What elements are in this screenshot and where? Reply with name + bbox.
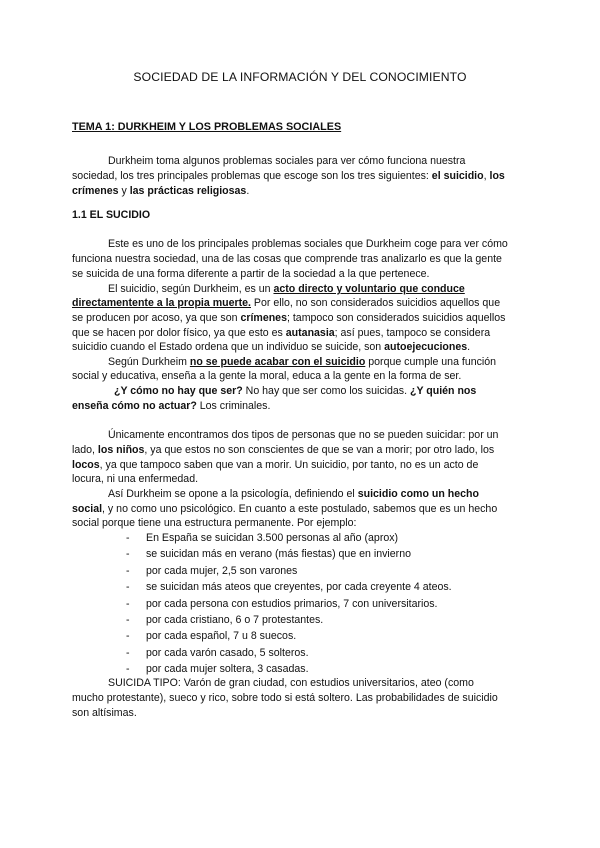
text-run: y	[118, 185, 130, 197]
list-item-text: se suicidan más ateos que creyentes, por cada creyente 4 ateos.	[146, 581, 452, 594]
p3-line-4	[72, 399, 270, 413]
emphasis-los: los	[489, 170, 505, 182]
p6-line-1: SUICIDA TIPO: Varón de gran ciudad, con estudios universitarios, ateo (como	[108, 677, 474, 689]
p5-line-3: social porque tiene una estructura permanente. Por ejemplo:	[72, 517, 357, 529]
topic-heading: TEMA 1: DURKHEIM Y LOS PROBLEMAS SOCIALES	[72, 121, 342, 133]
list-item-text: por cada español, 7 u 8 suecos.	[146, 630, 297, 643]
text-run: se producen por acoso, ya que son	[72, 312, 241, 324]
p2-line-1	[108, 282, 465, 296]
p5-line-1	[108, 487, 479, 501]
list-dash: -	[126, 548, 130, 561]
list-dash: -	[126, 646, 130, 659]
text-run: lado,	[72, 444, 98, 456]
p3-line-1	[108, 355, 496, 369]
text-run: .	[467, 341, 471, 353]
intro-line-3	[72, 184, 249, 198]
list-item-text: por cada persona con estudios primarios, 7 con universitarios.	[146, 597, 438, 610]
emphasis-religious-practices: las prácticas religiosas	[129, 185, 247, 197]
list-dash: -	[126, 597, 130, 610]
text-run: .	[246, 185, 250, 197]
text-run: que se hacen por dolor físico, ya que esto es	[72, 327, 286, 339]
question-2: ¿Y quién nos	[409, 385, 477, 397]
emphasis-locos: locos	[72, 459, 100, 471]
list-dash: -	[126, 663, 130, 676]
p4-line-2	[72, 443, 494, 457]
text-run: Por ello, no son considerados suicidios aquellos que	[250, 297, 501, 309]
list-dash: -	[126, 630, 130, 643]
document-title: SOCIEDAD DE LA INFORMACIÓN Y DEL CONOCIMIENTO	[133, 70, 467, 84]
emphasis-autanasia: autanasia	[285, 327, 335, 339]
emphasis-children: los niños	[97, 444, 145, 456]
p4-line-4: locura, ni una enfermedad.	[72, 473, 199, 485]
emphasis-autoejecuciones: autoejecuciones	[384, 341, 468, 353]
text-run: ; tampoco son considerados suicidios aquellos	[286, 312, 506, 324]
p2-line-3	[72, 311, 505, 325]
p1-line-3: se suicida de una forma diferente a partir de la sociedad a la que pertenece.	[72, 268, 430, 280]
p4-line-3	[72, 458, 478, 472]
text-run: Los criminales.	[196, 400, 271, 412]
p3-line-2: social y educativa, enseña a la gente la moral, educa a la gente en la forma de ser.	[72, 370, 462, 382]
p1-line-1: Este es uno de los principales problemas sociales que Durkheim coge para ver cómo	[108, 238, 508, 250]
intro-line-2	[72, 169, 505, 183]
text-run: ; así pues, tampoco se considera	[334, 327, 491, 339]
text-run: , ya que estos no son conscientes de que se van a morir; por otro lado, los	[144, 444, 495, 456]
p2-line-4	[72, 326, 490, 340]
p3-line-3	[114, 384, 476, 398]
list-dash: -	[126, 581, 130, 594]
emphasis-social: social	[72, 503, 103, 515]
p6-line-3: son altísimas.	[72, 707, 137, 719]
emphasis-social-fact: suicidio como un hecho	[357, 488, 479, 500]
definition-underlined-cont: directamentente a la propia muerte.	[72, 297, 251, 309]
text-run: El suicidio, según Durkheim, es un	[108, 283, 274, 295]
list-dash: -	[126, 564, 130, 577]
definition-underlined: acto directo y voluntario que conduce	[273, 283, 465, 295]
text-run: ,	[483, 170, 490, 182]
text-run: sociedad, los tres principales problemas que escoge son los tres siguientes:	[72, 170, 432, 182]
question-1: ¿Y cómo no hay que ser?	[114, 385, 243, 397]
list-item-text: por cada mujer soltera, 3 casadas.	[146, 663, 309, 676]
emphasis-suicide: el suicidio	[431, 170, 484, 182]
text-run: Así Durkheim se opone a la psicología, definiendo el	[108, 488, 358, 500]
p2-line-2	[72, 296, 500, 310]
p5-line-2	[72, 502, 497, 516]
text-run: porque cumple una función	[365, 356, 497, 368]
question-2-cont: enseña cómo no actuar?	[72, 400, 197, 412]
p6-line-2: mucho protestante), sueco y rico, sobre todo si está soltero. Las probabilidades de suicidio	[72, 692, 498, 704]
intro-line-1: Durkheim toma algunos problemas sociales para ver cómo funciona nuestra	[108, 155, 466, 167]
list-item-text: por cada varón casado, 5 solteros.	[146, 646, 309, 659]
list-item-text: se suicidan más en verano (más fiestas) que en invierno	[146, 548, 411, 561]
p1-line-2: funciona nuestra sociedad, una de las cosas que comprende tras analizarlo es que la gente	[72, 253, 502, 265]
p2-line-5	[72, 340, 470, 354]
emphasis-crimes: crímenes	[72, 185, 119, 197]
emphasis-underlined: no se puede acabar con el suicidio	[189, 356, 366, 368]
text-run: , ya que tampoco saben que van a morir. Un suicidio, por tanto, no es un acto de	[99, 459, 479, 471]
text-run: , y no como uno psicológico. En cuanto a este postulado, sabemos que es un hecho	[102, 503, 498, 515]
section-heading: 1.1 EL SUCIDIO	[72, 209, 151, 221]
p4-line-1: Únicamente encontramos dos tipos de personas que no se pueden suicidar: por un	[108, 429, 499, 441]
list-dash: -	[126, 613, 130, 626]
text-run: No hay que ser como los suicidas.	[242, 385, 410, 397]
list-item-text: por cada cristiano, 6 o 7 protestantes.	[146, 613, 324, 626]
text-run: suicidio cuando el Estado ordena que un individuo se suicide, son	[72, 341, 385, 353]
list-item-text: En España se suicidan 3.500 personas al año (aprox)	[146, 532, 399, 544]
text-run: Según Durkheim	[108, 356, 190, 368]
emphasis-crimes: crímenes	[240, 312, 287, 324]
list-dash: -	[126, 532, 130, 544]
list-item-text: por cada mujer, 2,5 son varones	[146, 564, 298, 577]
